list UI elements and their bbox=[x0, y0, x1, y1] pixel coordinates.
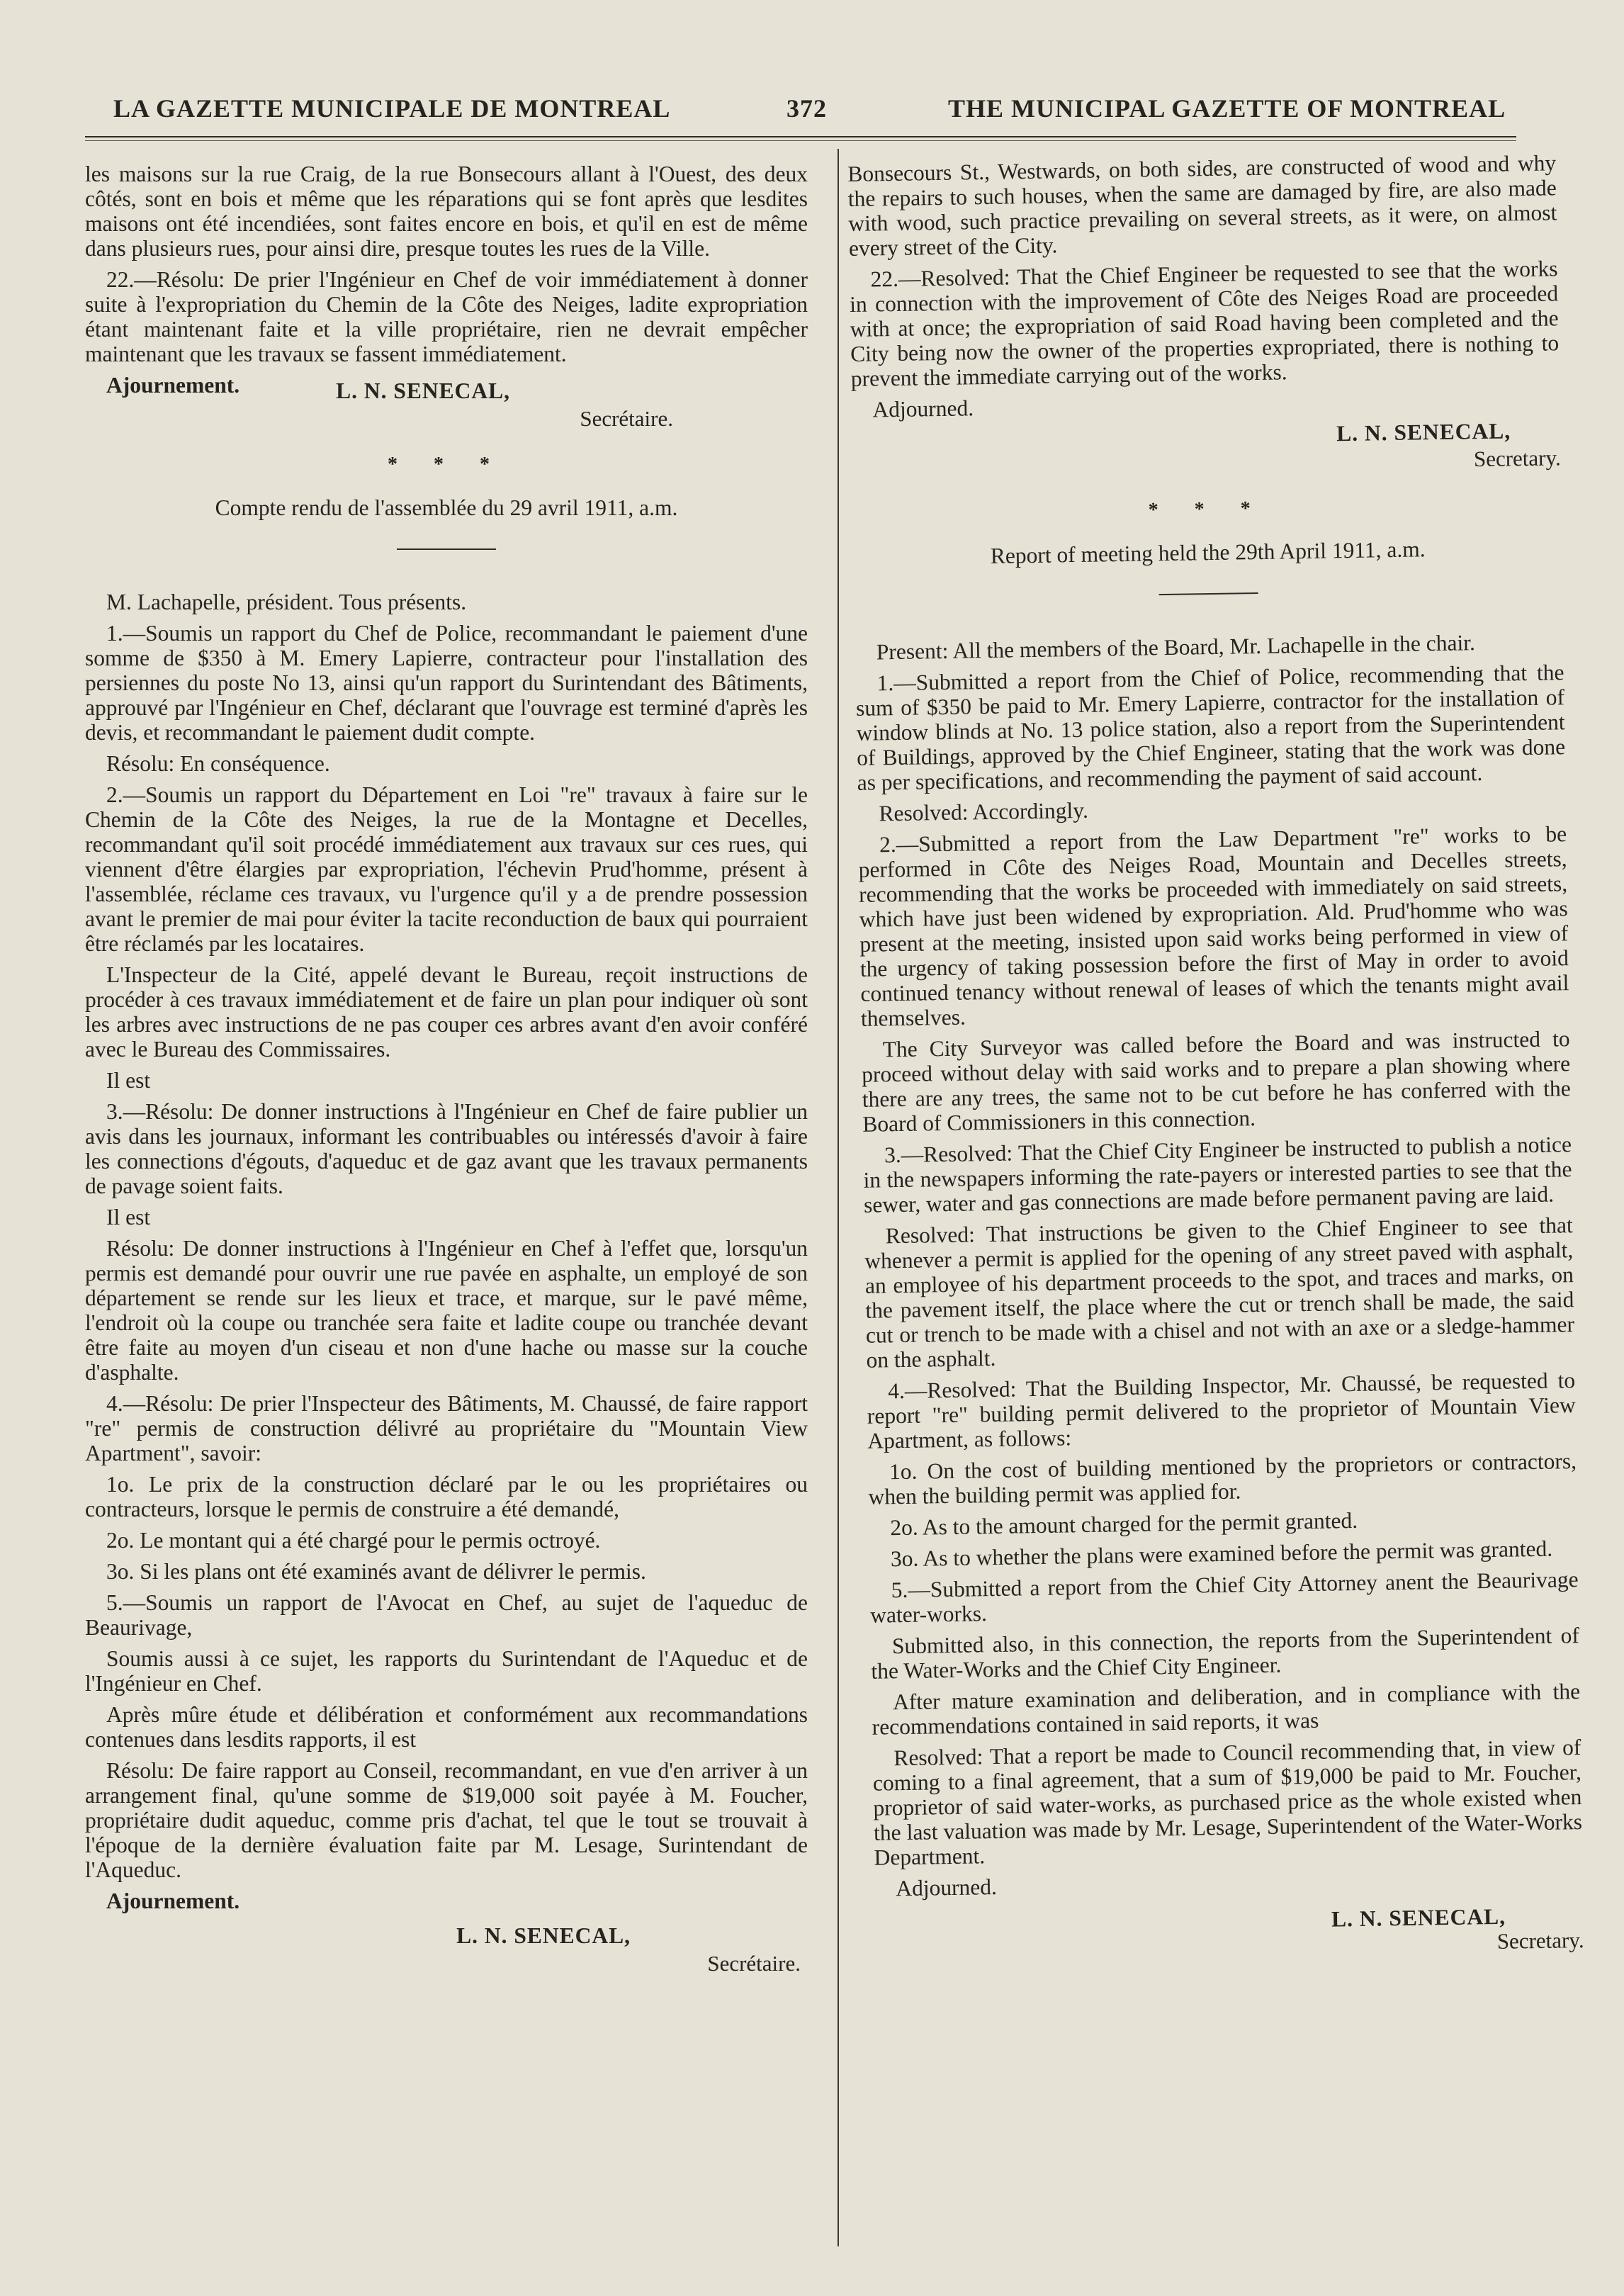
fr-item-4-2: 2o. Le montant qui a été chargé pour le permis octroyé. bbox=[106, 1528, 601, 1553]
fr-short-rule bbox=[397, 548, 496, 550]
english-column bbox=[847, 150, 1584, 1963]
en-item-5-also: Submitted also, in this connection, the reports from the Superintendent of the Water-Works and the Chief City Engineer. bbox=[871, 1623, 1580, 1684]
en-signature-2-title: Secretary. bbox=[1496, 1927, 1584, 1954]
fr-signature-2-name: L. N. SENECAL, bbox=[456, 1923, 631, 1948]
header-english-title: THE MUNICIPAL GAZETTE OF MONTREAL bbox=[948, 94, 1506, 123]
fr-adjournment-2: Ajournement. bbox=[106, 1889, 240, 1913]
fr-resolu-consequence: Résolu: En conséquence. bbox=[106, 751, 330, 776]
en-item-4: 4.—Resolved: That the Building Inspector, Mr. Chaussé, be requested to report "re" building permit delivered to the proprietor of Mountain View Apartment, as follows: bbox=[867, 1368, 1576, 1453]
en-resolved-accordingly: Resolved: Accordingly. bbox=[879, 797, 1089, 826]
fr-signature-1-title: Secrétaire. bbox=[580, 406, 673, 431]
fr-item-4-3: 3o. Si les plans ont été examinés avant de délivrer le permis. bbox=[106, 1559, 646, 1584]
fr-item-5-after: Après mûre étude et délibération et conformément aux recommandations contenues dans lesdits rapports, il est bbox=[85, 1702, 808, 1752]
en-item-2: 2.—Submitted a report from the Law Department "re" works to be performed in Côte des Neiges Road, Mountain and Decelles streets, recommending that the works be proceeded with immediately on said streets, which have just been widened by expropriation. Ald. Prud'homme who was present at the meeting, insisted upon said works being performed in view of the urgency of taking possession before the first of May in order to avoid continued tenancy without renewal of leases of which the tenants might avail themselves. bbox=[858, 821, 1569, 1031]
en-resolved-asphalt: Resolved: That instructions be given to the Chief Engineer to see that whenever a permit is applied for the opening of any street paved with asphalt, an employee of his department proceeds to the spot, and traces and marks, on the pavement itself, the place where the cut or trench shall be made, the said cut or trench to be made with a chisel and not with an axe or a sledge-hammer on the asphalt. bbox=[864, 1212, 1575, 1373]
fr-adjournment-1: Ajournement. bbox=[106, 373, 240, 398]
en-surveyor: The City Surveyor was called before the Board and was instructed to proceed without delay with said works and to prepare a plan showing where there are any trees, the same not to be cut before he has conferred with the Board of Commissioners in this connection. bbox=[861, 1026, 1571, 1137]
french-column bbox=[85, 162, 808, 1976]
en-section-stars: * * * bbox=[1148, 497, 1267, 522]
en-item-1: 1.—Submitted a report from the Chief of Police, recommending that the sum of $350 be paid to Mr. Emery Lapierre, contractor for the installation of window blinds at No. 13 police station, also a report from the Superintendent of Buildings, approved by the Chief Engineer, stating that the work was done as per specifications, and recommending the payment of said account. bbox=[855, 660, 1566, 795]
fr-signature-2-title: Secrétaire. bbox=[707, 1951, 801, 1976]
fr-item-2: 2.—Soumis un rapport du Département en Loi "re" travaux à faire sur le Chemin de la Côte des Neiges, la rue de la Montagne et Decelles, recommandant qu'il soit procédé immédiatement aux travaux sur ces rues, qui viennent d'être élargies par expropriation, l'échevin Prud'homme, présent à l'assemblée, réclame ces travaux, vu l'urgence qu'il y a de prendre possession avant le premier de mai pour éviter la tacite reconduction de baux qui pourraient être réclamés par les locataires. bbox=[85, 782, 808, 956]
fr-il-est-1: Il est bbox=[106, 1068, 151, 1093]
header-rule bbox=[85, 136, 1516, 137]
en-signature-1-title: Secretary. bbox=[1473, 445, 1561, 472]
en-short-rule bbox=[1159, 592, 1258, 595]
en-adjourned-2: Adjourned. bbox=[896, 1874, 998, 1901]
en-present: Present: All the members of the Board, Mr. Lachapelle in the chair. bbox=[876, 630, 1476, 665]
en-item-5-resolved: Resolved: That a report be made to Council recommending that, in view of coming to a final agreement, that a sum of $19,000 be paid to Mr. Foucher, proprietor of said water-works, as purchased price as the whole existed when the last valuation was made by Mr. Lesage, Superintendent of the Water-Works Department. bbox=[872, 1735, 1583, 1870]
en-item-5-after: After mature examination and deliberation, and in compliance with the recommendations contained in said reports, it was bbox=[872, 1679, 1581, 1740]
fr-item-3: 3.—Résolu: De donner instructions à l'Ingénieur en Chef de faire publier un avis dans les journaux, informant les contribuables ou intéressés d'avoir à faire les connections d'égouts, d'aqueduc et de gaz avant que les travaux permanents de pavage soient faits. bbox=[85, 1099, 808, 1198]
en-item-22: 22.—Resolved: That the Chief Engineer be requested to see that the works in connection with the improvement of Côte des Neiges Road are proceeded with at once; the expropriation of said Road having been completed and the City being now the owner of the properties expropriated, there is nothing to prevent the immediate carrying out of the works. bbox=[849, 256, 1560, 391]
fr-inspector: L'Inspecteur de la Cité, appelé devant le Bureau, reçoit instructions de procéder à ces travaux immédiatement et de faire un plan pour indiquer où sont les arbres avec instructions de ne pas couper ces arbres avant d'en avoir conféré avec le Bureau des Commissaires. bbox=[85, 962, 808, 1062]
en-item-3: 3.—Resolved: That the Chief City Engineer be instructed to publish a notice in the newspapers informing the rate-payers or interested parties to see that the sewer, water and gas connections are made before permanent paving are laid. bbox=[863, 1132, 1572, 1217]
fr-item-5-also: Soumis aussi à ce sujet, les rapports du Surintendant de l'Aqueduc et de l'Ingénieur en Chef. bbox=[85, 1646, 808, 1696]
en-item-4-1: 1o. On the cost of building mentioned by the proprietors or contractors, when the building permit was applied for. bbox=[868, 1448, 1577, 1509]
fr-continued-paragraph: les maisons sur la rue Craig, de la rue Bonsecours allant à l'Ouest, des deux côtés, sont en bois et même que les réparations qui se font après que lesdites maisons ont été incendiées, sont faites encore en bois, et qu'il en est de même dans plusieurs rues, pour ainsi dire, presque toutes les rues de la Ville. bbox=[85, 162, 808, 261]
fr-il-est-2: Il est bbox=[106, 1205, 151, 1229]
en-meeting-title: Report of meeting held the 29th April 1911, a.m. bbox=[990, 536, 1426, 568]
en-item-5: 5.—Submitted a report from the Chief City Attorney anent the Beaurivage water-works. bbox=[869, 1567, 1579, 1628]
en-continued-paragraph: Bonsecours St., Westwards, on both sides, are constructed of wood and why the repairs to such houses, when the same are damaged by fire, are also made with wood, such practice prevailing on several streets, as it were, on almost every street of the City. bbox=[847, 150, 1557, 261]
en-item-4-3: 3o. As to whether the plans were examined before the permit was granted. bbox=[890, 1536, 1553, 1572]
en-signature-1-name: L. N. SENECAL, bbox=[1336, 418, 1511, 446]
header-french-title: LA GAZETTE MUNICIPALE DE MONTREAL bbox=[113, 94, 671, 123]
fr-item-1: 1.—Soumis un rapport du Chef de Police, recommandant le paiement d'une somme de $350 à M. Emery Lapierre, contracteur pour l'installation des persiennes du poste No 13, ainsi qu'un rapport du Surintendant des Bâtiments, approuvé par l'Ingénieur en Chef, déclarant que l'ouvrage est terminé d'après les devis, et recommandant le paiement dudit compte. bbox=[85, 621, 808, 745]
fr-item-4: 4.—Résolu: De prier l'Inspecteur des Bâtiments, M. Chaussé, de faire rapport "re" permis de construction délivré au propriétaire du "Mountain View Apartment", savoir: bbox=[85, 1391, 808, 1465]
fr-section-stars: * * * bbox=[388, 454, 505, 475]
en-signature-2-name: L. N. SENECAL, bbox=[1331, 1903, 1506, 1932]
fr-meeting-title: Compte rendu de l'assemblée du 29 avril 1911, a.m. bbox=[215, 495, 678, 520]
en-item-4-2: 2o. As to the amount charged for the permit granted. bbox=[890, 1507, 1358, 1541]
fr-item-4-1: 1o. Le prix de la construction déclaré par le ou les propriétaires ou contracteurs, lorsque le permis de construire a été demandé, bbox=[85, 1472, 808, 1521]
fr-present: M. Lachapelle, président. Tous présents. bbox=[106, 590, 467, 614]
fr-resolu-asphalte: Résolu: De donner instructions à l'Ingénieur en Chef à l'effet que, lorsqu'un permis est demandé pour ouvrir une rue pavée en asphalte, un employé de son département se rende sur les lieux et trace, et marque, sur le pavé même, l'endroit où la coupe ou tranchée sera faite et ladite coupe ou tranchée devant être faite au moyen d'un ciseau et non d'une hache ou masse sur la couche d'asphalte. bbox=[85, 1236, 808, 1385]
fr-item-5-resolu: Résolu: De faire rapport au Conseil, recommandant, en vue d'en arriver à un arrangement final, qu'une somme de $19,000 soit payée à M. Foucher, propriétaire dudit aqueduc, comme pris d'achat, tel que le tout se trouvait à l'époque de la dernière évaluation faite par M. Lesage, Surintendant de l'Aqueduc. bbox=[85, 1758, 808, 1882]
header-rule-thin bbox=[85, 140, 1516, 141]
page-header bbox=[85, 86, 1516, 129]
page-number: 372 bbox=[786, 94, 827, 123]
column-divider bbox=[838, 149, 839, 2246]
fr-item-5: 5.—Soumis un rapport de l'Avocat en Chef, au sujet de l'aqueduc de Beaurivage, bbox=[85, 1590, 808, 1640]
fr-signature-1-name: L. N. SENECAL, bbox=[336, 378, 510, 403]
fr-item-22: 22.—Résolu: De prier l'Ingénieur en Chef de voir immédiatement à donner suite à l'expropriation du Chemin de la Côte des Neiges, ladite expropriation étant maintenant faite et la ville propriétaire, rien ne devrait empêcher maintenant que les travaux se fassent immédiatement. bbox=[85, 267, 808, 366]
en-adjourned-1: Adjourned. bbox=[872, 395, 974, 422]
